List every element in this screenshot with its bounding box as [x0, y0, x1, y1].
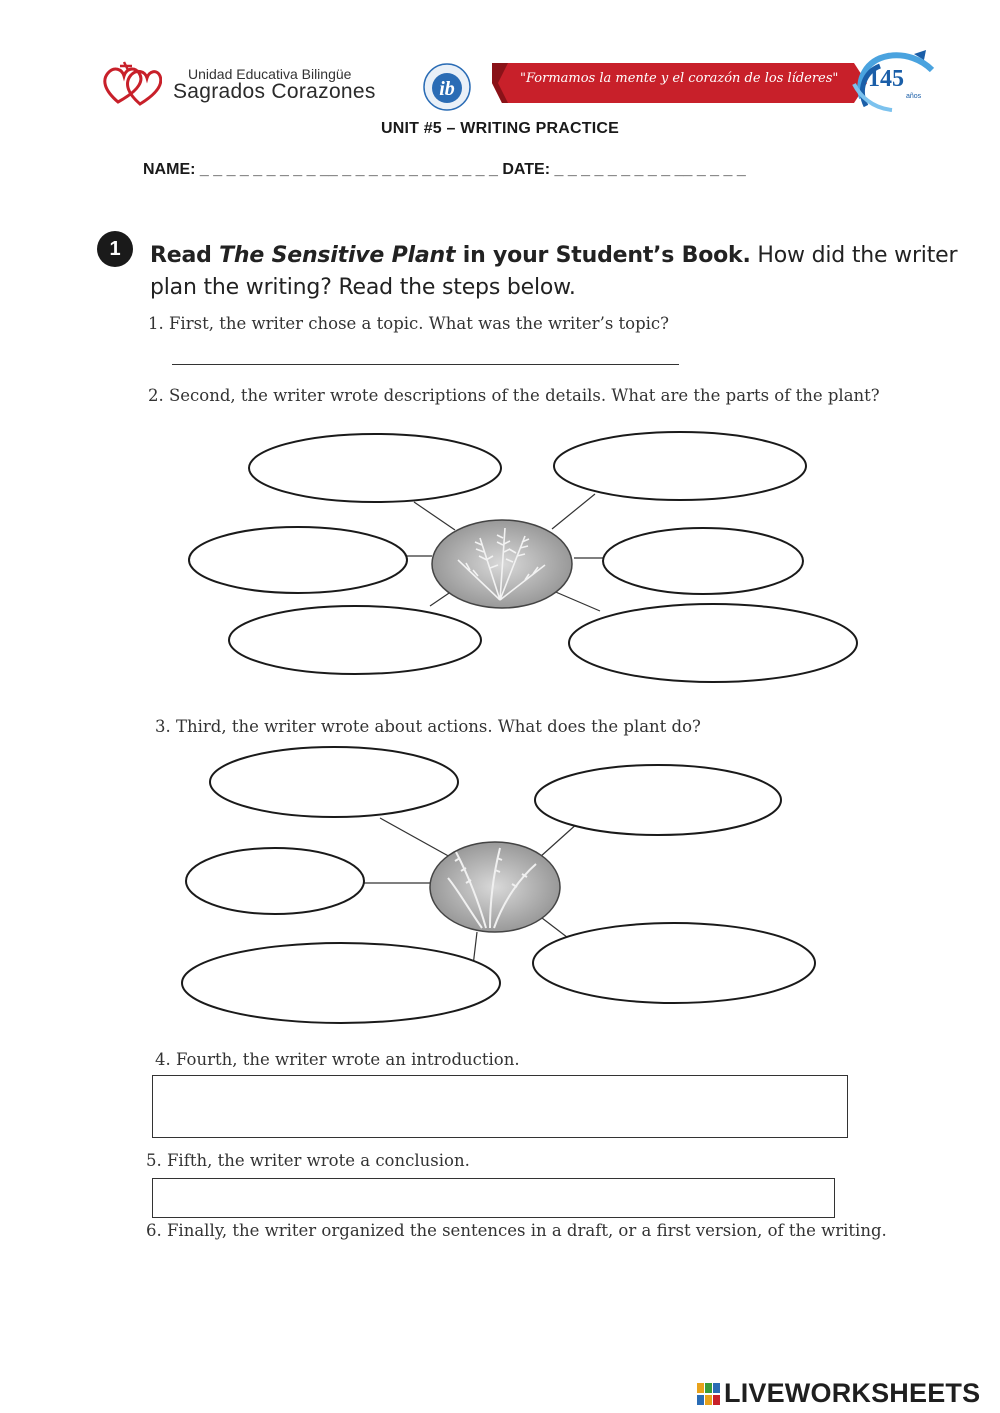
ib-world-school-logo-icon — [418, 62, 476, 112]
question-4: 4. Fourth, the writer wrote an introduction. — [155, 1050, 520, 1069]
introduction-answer-box[interactable] — [152, 1075, 848, 1138]
actions-answer-oval-mid-left[interactable] — [186, 848, 364, 914]
parts-answer-oval-mid-left[interactable] — [189, 527, 407, 593]
question-6: 6. Finally, the writer organized the sentences in a draft, or a first version, of the writing. — [146, 1221, 887, 1240]
question-2: 2. Second, the writer wrote descriptions of the details. What are the parts of the plant? — [148, 386, 880, 405]
anniversary-sub: años — [906, 93, 922, 100]
question-5: 5. Fifth, the writer wrote a conclusion. — [146, 1151, 470, 1170]
section-number-badge: 1 — [97, 231, 133, 267]
actions-answer-oval-bottom-left[interactable] — [182, 943, 500, 1023]
actions-diagram — [182, 747, 815, 1023]
topic-answer-line[interactable] — [172, 364, 679, 365]
heading-book-title: The Sensitive Plant — [219, 243, 456, 268]
actions-answer-oval-top-right[interactable] — [535, 765, 781, 835]
name-date-line: NAME: _ _ _ _ _ _ _ _ _ __ _ _ _ _ _ _ _ _ _ _ _ _ DATE: _ _ _ _ _ _ _ _ _ __ _ _ _ _ — [143, 161, 746, 178]
parts-answer-oval-mid-right[interactable] — [603, 528, 803, 594]
actions-answer-oval-top-left[interactable] — [210, 747, 458, 817]
parts-diagram — [189, 432, 857, 682]
heading-students-book: in your Student’s Book. — [455, 243, 751, 268]
heading-read: Read — [150, 243, 220, 268]
liveworksheets-logo-icon — [697, 1383, 721, 1405]
question-3: 3. Third, the writer wrote about actions. What does the plant do? — [155, 717, 701, 736]
school-motto: "Formamos la mente y el corazón de los líderes" — [520, 71, 839, 86]
heading-line2: plan the writing? Read the steps below. — [150, 275, 576, 300]
liveworksheets-brand: LIVEWORKSHEETS — [724, 1378, 981, 1408]
svg-text:ib: ib — [439, 78, 455, 100]
school-name-line2: Sagrados Corazones — [173, 80, 376, 103]
conclusion-answer-box[interactable] — [152, 1178, 835, 1218]
parts-answer-oval-top-right[interactable] — [554, 432, 806, 500]
parts-answer-oval-top-left[interactable] — [249, 434, 501, 502]
heading-how-did: How did the writer — [750, 243, 958, 268]
parts-answer-oval-bottom-left[interactable] — [229, 606, 481, 674]
school-hearts-logo-icon — [100, 58, 162, 108]
sensitive-plant-photo-2 — [430, 842, 560, 932]
anniversary-number: 145 — [868, 66, 904, 92]
section-heading — [150, 240, 957, 304]
school-name-line1: Unidad Educativa Bilingüe — [188, 66, 352, 82]
sensitive-plant-photo-1 — [432, 520, 572, 608]
question-1: 1. First, the writer chose a topic. What was the writer’s topic? — [148, 314, 670, 333]
worksheet-title: UNIT #5 – WRITING PRACTICE — [380, 120, 620, 137]
parts-answer-oval-bottom-right[interactable] — [569, 604, 857, 682]
actions-answer-oval-bottom-right[interactable] — [533, 923, 815, 1003]
